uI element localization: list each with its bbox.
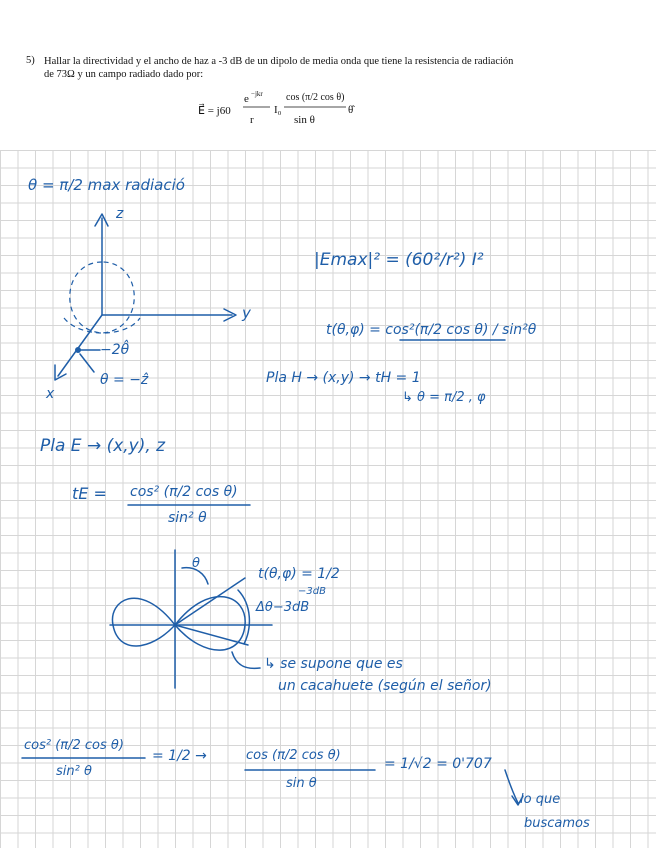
theta-eq-arrow <box>80 354 94 372</box>
label-theta-eq: θ = −ẑ <box>100 372 149 388</box>
formula-exp-num: e <box>244 93 249 105</box>
label-x-axis: x <box>46 386 55 402</box>
note-theta-max: θ = π/2 max radiació <box>28 176 185 194</box>
note-emax: |Emax|² = (60²/r²) I² <box>314 250 484 270</box>
answer-note-line-1: lo que <box>520 792 561 807</box>
label-y-axis: y <box>242 304 251 322</box>
answer-arrow <box>505 770 518 803</box>
formula-frac-den: sin θ <box>294 114 315 126</box>
eq-denominator-1: sin² θ <box>56 764 92 779</box>
formula-exp-den: r <box>250 114 254 126</box>
note-plane-h-result: ↳ θ = π/2 , φ <box>402 390 486 405</box>
eq-numerator-1: cos² (π/2 cos θ) <box>24 738 124 753</box>
eq-denominator-2: sin θ <box>286 776 317 791</box>
formula-frac-num: cos (π/2 cos θ) <box>286 92 345 103</box>
note-plane-h: Pla H → (x,y) → tH = 1 <box>266 370 421 386</box>
note-t-func: t(θ,φ) = cos²(π/2 cos θ) / sin²θ <box>326 322 537 338</box>
peanut-pointer <box>232 652 260 668</box>
problem-statement: Hallar la directividad y el ancho de haz a -3 dB de un dipolo de media onda que tiene la resistencia de radiación de 73Ω y un campo radiado dado por: <box>44 56 514 80</box>
eq-middle: = 1/2 → <box>152 748 207 764</box>
te-numerator: cos² (π/2 cos θ) <box>130 484 238 500</box>
formula-unit-vector: θ̂ <box>348 104 354 116</box>
te-lhs: tE = <box>72 484 107 503</box>
eq-numerator-2: cos (π/2 cos θ) <box>246 748 341 763</box>
problem-number: 5) <box>26 55 35 66</box>
lobe-left <box>112 598 175 646</box>
note-plane-e: Pla E → (x,y), z <box>40 436 166 456</box>
eq-result: = 1/√2 = 0'707 <box>384 756 492 772</box>
peanut-note-line-2: un cacahuete (según el señor) <box>278 678 492 694</box>
plot-minus3db-label: −3dB <box>298 586 326 597</box>
label-theta-vector: −2θ̂ <box>100 342 130 358</box>
plot-half-power-label: t(θ,φ) = 1/2 <box>258 566 340 582</box>
formula-exp-sup: −jkr <box>251 90 263 98</box>
plot-theta-label: θ <box>192 556 200 571</box>
label-z-axis: z <box>116 206 124 222</box>
beamwidth-arc <box>238 590 249 644</box>
formula-lhs: E⃗ = j60 <box>198 105 231 117</box>
plot-beamwidth-label: Δθ−3dB <box>256 600 310 615</box>
peanut-note-line-1: ↳ se supone que es <box>264 656 403 672</box>
answer-note-line-2: buscamos <box>524 816 590 831</box>
te-denominator: sin² θ <box>168 510 207 526</box>
dashed-equator <box>64 318 140 333</box>
formula-current: I₀ <box>274 104 282 116</box>
half-power-line-1 <box>175 578 245 625</box>
